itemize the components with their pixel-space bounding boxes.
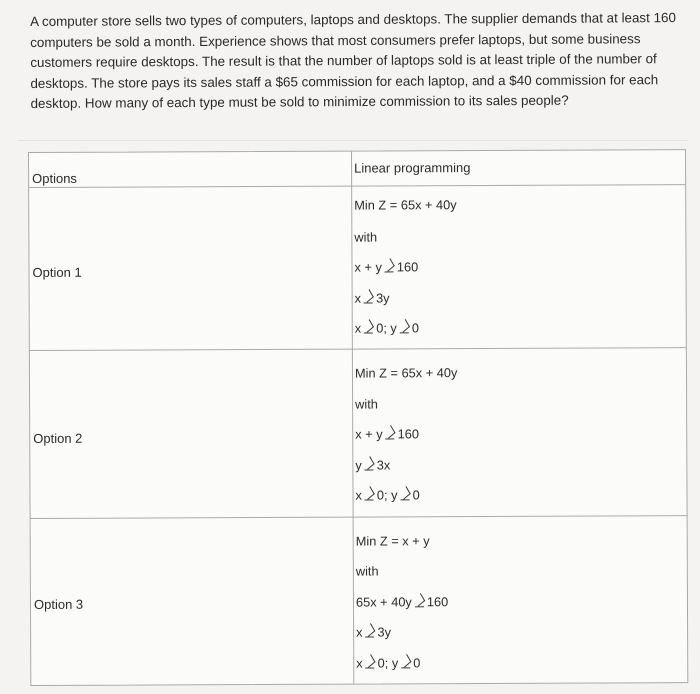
- header-divider: [29, 184, 685, 188]
- geq-symbol: [414, 595, 425, 607]
- option-1-constraint-1: x + y 160: [354, 259, 419, 275]
- option-2-with: with: [355, 396, 378, 412]
- geq-symbol: [364, 625, 375, 637]
- option-1-label[interactable]: Option 1: [32, 264, 82, 280]
- option-1-constraint-3: x 0; y 0: [354, 320, 419, 336]
- question-line-3: customers require desktops. The result is that the number of laptops sold is at least triple of the number of: [30, 51, 657, 70]
- geq-symbol: [363, 291, 374, 303]
- option-1-constraint-2: x 3y: [354, 290, 390, 306]
- question-line-4: desktops. The store pays its sales staff a $65 commission for each laptop, and a $40 commission for each: [30, 71, 659, 91]
- option-3-with: with: [355, 563, 379, 579]
- geq-symbol: [364, 458, 375, 470]
- geq-symbol: [364, 488, 375, 500]
- geq-symbol: [385, 427, 396, 439]
- geq-symbol: [365, 656, 376, 668]
- geq-symbol: [399, 321, 410, 333]
- row-divider-1: [30, 347, 686, 351]
- option-2-label[interactable]: Option 2: [33, 430, 83, 446]
- option-3-objective: Min Z = x + y: [355, 533, 430, 549]
- question-line-1: A computer store sells two types of computers, laptops and desktops. The supplier demands that at least 160: [30, 10, 676, 29]
- question-line-2: computers be sold a month. Experience shows that most consumers prefer laptops, but some business: [30, 30, 641, 50]
- question-line-5: desktop. How many of each type must be sold to minimize commission to its sales people?: [30, 92, 569, 111]
- question-text: [30, 8, 681, 114]
- geq-symbol: [400, 488, 411, 500]
- row-divider-2: [31, 515, 687, 519]
- option-2-constraint-2: y 3x: [355, 457, 391, 473]
- option-3-constraint-3: x 0; y 0: [356, 655, 421, 671]
- divider: [18, 140, 688, 141]
- options-table: [28, 149, 688, 686]
- geq-symbol: [400, 656, 411, 668]
- option-2-constraint-3: x 0; y 0: [355, 487, 420, 503]
- option-1-objective: Min Z = 65x + 40y: [354, 197, 457, 213]
- header-linear-programming: Linear programming: [354, 160, 471, 176]
- option-2-objective: Min Z = 65x + 40y: [354, 365, 458, 381]
- option-3-label[interactable]: Option 3: [33, 596, 84, 612]
- geq-symbol: [363, 321, 374, 333]
- option-2-constraint-1: x + y 160: [355, 426, 420, 442]
- geq-symbol: [384, 260, 395, 272]
- header-options: Options: [32, 170, 77, 186]
- option-1-with: with: [354, 229, 378, 245]
- option-3-constraint-1: 65x + 40y 160: [355, 594, 449, 610]
- option-3-constraint-2: x 3y: [356, 624, 392, 640]
